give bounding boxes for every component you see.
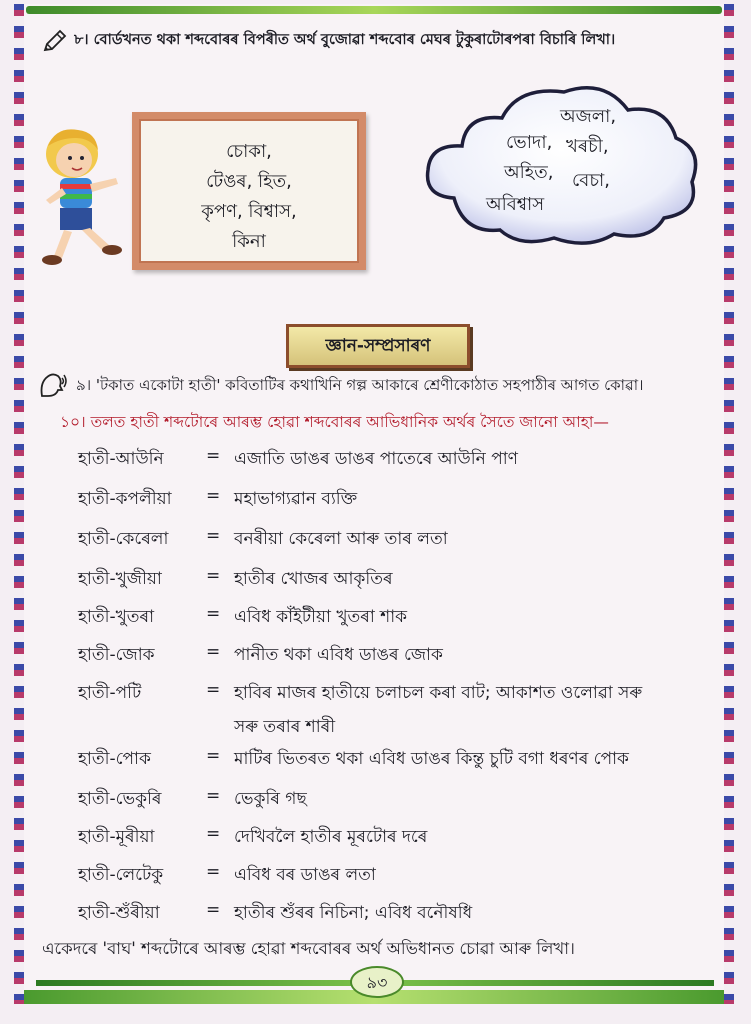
entry-definition: হাতীৰ শুঁৰৰ নিচিনা; এবিধ বনৌষধি: [234, 903, 473, 923]
board-line: টেঙৰ, হিত,: [206, 171, 292, 192]
entry-definition: মহাভাগ্যৱান ব্যক্তি: [234, 489, 358, 509]
entry-equals: =: [206, 566, 221, 586]
entry-term: হাতী-মূৰীয়া: [78, 827, 155, 847]
entry-definition: হাতীৰ খোজৰ আকৃতিৰ: [234, 569, 393, 589]
section-title: জ্ঞান-সম্প্ৰসাৰণ: [286, 324, 470, 368]
top-rule: [26, 6, 722, 14]
cloud-word: ভোদা,: [506, 132, 553, 153]
entry-term: হাতী-কপলীয়া: [78, 489, 172, 509]
entry-definition: ভেকুৰি গছ: [234, 789, 307, 809]
pencil-icon: [42, 28, 68, 54]
entry-term: হাতী-আউনি: [78, 449, 164, 469]
entry-equals: =: [206, 862, 221, 882]
question-8-number: ৮।: [74, 32, 89, 48]
entry-equals: =: [206, 604, 221, 624]
word-board: [132, 112, 366, 270]
entry-term: হাতী-ভেকুৰি: [78, 789, 162, 809]
entry-definition-continued: সৰু তৰাৰ শাৰী: [234, 717, 336, 737]
speaking-head-icon: [38, 370, 68, 400]
child-illustration: [32, 124, 132, 274]
board-line: চোকা,: [226, 141, 272, 162]
decorative-border-right: [724, 4, 734, 1004]
entry-equals: =: [206, 680, 221, 700]
question-9: ৯। 'টকাত একোটা হাতী' কবিতাটিৰ কথাখিনি গল্প আকাৰে শ্ৰেণীকোঠাত সহপাঠীৰ আগত কোৱা।: [76, 376, 644, 394]
textbook-page: [14, 4, 734, 1004]
cloud-word: অহিত,: [504, 162, 554, 183]
entry-equals: =: [206, 746, 221, 766]
entry-term: হাতী-পোক: [78, 749, 151, 769]
decorative-border-left: [14, 4, 24, 1004]
closing-instruction: একেদৰে 'বাঘ' শব্দটোৰে আৰম্ভ হোৱা শব্দবোৰৰ অৰ্থ অভিধানত চোৱা আৰু লিখা।: [42, 939, 575, 958]
cloud-word: খৰচী,: [566, 136, 609, 157]
entry-definition: বনৰীয়া কেৰেলা আৰু তাৰ লতা: [234, 529, 448, 549]
entry-term: হাতী-জোক: [78, 645, 155, 665]
entry-equals: =: [206, 824, 221, 844]
cloud-word: অজলা,: [560, 106, 617, 127]
entry-equals: =: [206, 642, 221, 662]
entry-equals: =: [206, 526, 221, 546]
entry-term: হাতী-খুজীয়া: [78, 569, 162, 589]
entry-term: হাতী-লেটেকু: [78, 865, 164, 885]
cloud-word: অবিশ্বাস: [486, 194, 545, 215]
word-cloud: [414, 78, 704, 248]
entry-term: হাতী-পটি: [78, 683, 142, 703]
board-line: কৃপণ, বিশ্বাস,: [201, 201, 297, 222]
entry-term: হাতী-কেৰেলা: [78, 529, 169, 549]
entry-equals: =: [206, 486, 221, 506]
entry-definition: মাটিৰ ভিতৰত থকা এবিধ ডাঙৰ কিন্তু চুটি বগা ধৰণৰ পোক: [234, 749, 629, 769]
board-line: কিনা: [232, 231, 266, 252]
entry-definition: এবিধ কাঁইটীয়া খুতৰা শাক: [234, 607, 408, 627]
entry-definition: হাবিৰ মাজৰ হাতীয়ে চলাচল কৰা বাট; আকাশত ওলোৱা সৰু: [234, 683, 643, 703]
entry-equals: =: [206, 446, 221, 466]
entry-equals: =: [206, 900, 221, 920]
page-number: ৯৩: [350, 966, 404, 998]
entry-definition: পানীত থকা এবিধ ডাঙৰ জোক: [234, 645, 443, 665]
entry-term: হাতী-খুতৰা: [78, 607, 155, 627]
question-8-text: বোৰ্ডখনত থকা শব্দবোৰৰ বিপৰীত অৰ্থ বুজোৱা শব্দবোৰ মেঘৰ টুকুৰাটোৰপৰা বিচাৰি লিখা।: [93, 32, 616, 48]
question-10: ১০। তলত হাতী শব্দটোৰে আৰম্ভ হোৱা শব্দবোৰৰ আভিধানিক অৰ্থৰ সৈতে জানো আহা—: [60, 413, 609, 431]
cloud-word: বেচা,: [572, 170, 610, 191]
entry-definition: দেখিবলৈ হাতীৰ মূৰটোৰ দৰে: [234, 827, 428, 847]
cloud-shape: [414, 78, 704, 248]
entry-equals: =: [206, 786, 221, 806]
entry-definition: এজাতি ডাঙৰ ডাঙৰ পাতেৰে আউনি পাণ: [234, 449, 518, 469]
entry-term: হাতী-শুঁৰীয়া: [78, 903, 160, 923]
entry-definition: এবিধ বৰ ডাঙৰ লতা: [234, 865, 376, 885]
